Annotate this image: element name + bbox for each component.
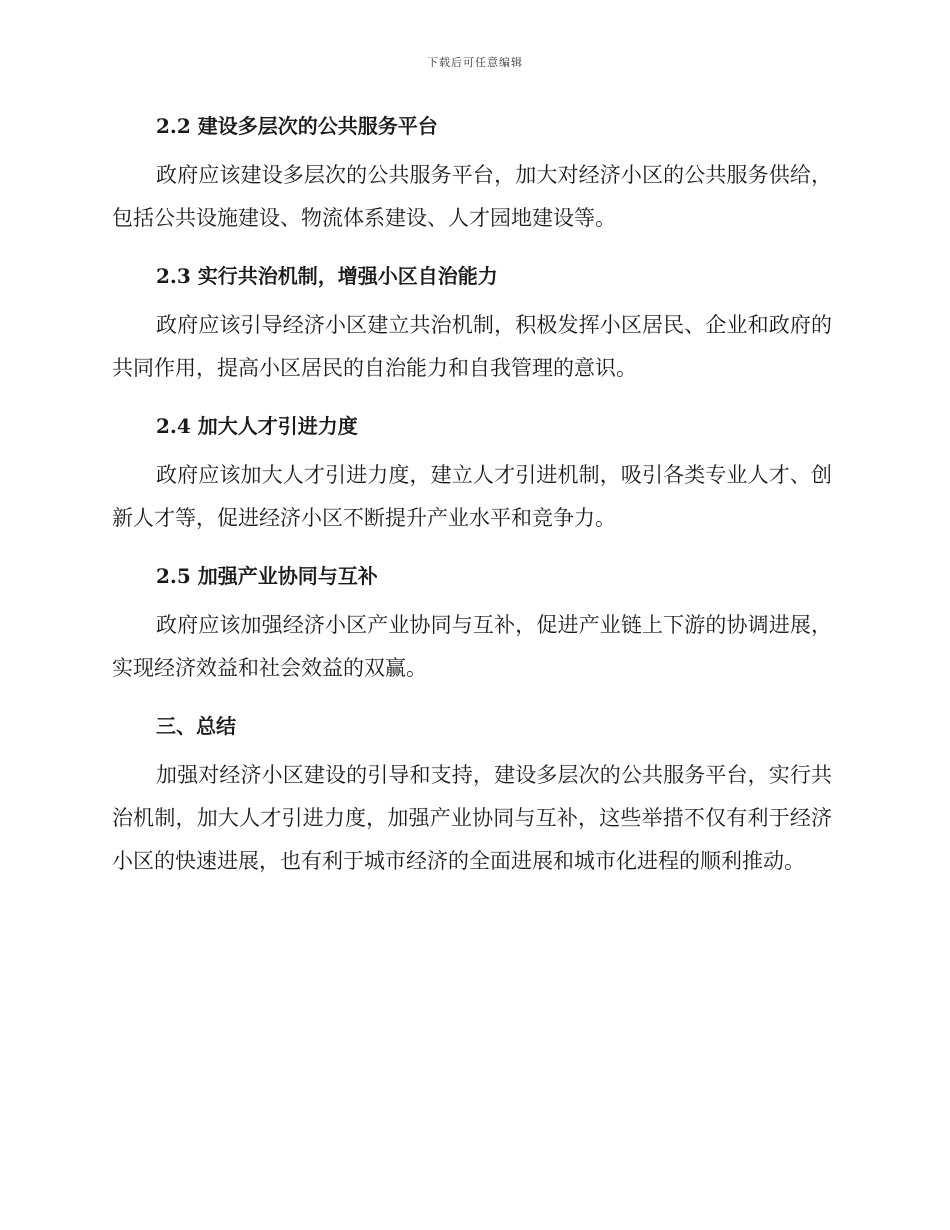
section-2-3: [112, 260, 832, 390]
page-header: 下载后可任意编辑: [427, 56, 523, 69]
section-heading: 2.3 实行共治机制，增强小区自治能力: [156, 264, 498, 288]
document-body: [112, 110, 832, 883]
section-heading: 2.4 加大人才引进力度: [156, 414, 358, 438]
section-heading: 三、总结: [156, 714, 236, 738]
section-paragraph: 政府应该建设多层次的公共服务平台，加大对经济小区的公共服务供给，包括公共设施建设、物流体系建设、人才园地建设等。: [112, 163, 832, 230]
section-2-2: [112, 110, 832, 240]
section-heading: 2.2 建设多层次的公共服务平台: [156, 114, 438, 138]
section-heading: 2.5 加强产业协同与互补: [156, 564, 378, 588]
section-2-5: [112, 560, 832, 690]
section-2-4: [112, 410, 832, 540]
section-paragraph: 政府应该加大人才引进力度，建立人才引进机制，吸引各类专业人才、创新人才等，促进经济小区不断提升产业水平和竞争力。: [112, 463, 832, 530]
section-paragraph: 加强对经济小区建设的引导和支持，建设多层次的公共服务平台，实行共治机制，加大人才引进力度，加强产业协同与互补，这些举措不仅有利于经济小区的快速进展，也有利于城市经济的全面进展和城市化进程的顺利推动。: [112, 763, 832, 873]
section-paragraph: 政府应该引导经济小区建立共治机制，积极发挥小区居民、企业和政府的共同作用，提高小区居民的自治能力和自我管理的意识。: [112, 313, 832, 380]
section-summary: [112, 710, 832, 883]
section-paragraph: 政府应该加强经济小区产业协同与互补，促进产业链上下游的协调进展，实现经济效益和社会效益的双赢。: [112, 613, 832, 680]
